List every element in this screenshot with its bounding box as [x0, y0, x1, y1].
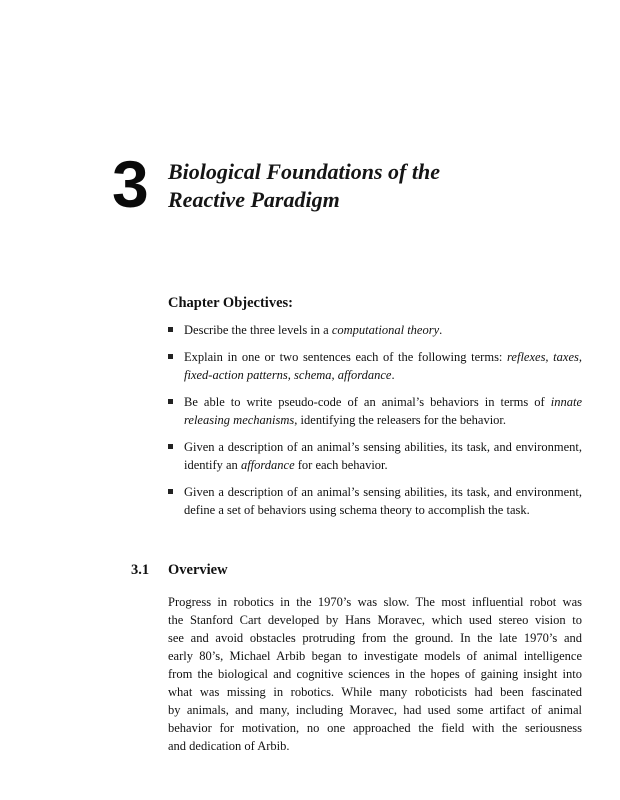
chapter-title-line: Biological Foundations of the: [168, 159, 440, 184]
objectives-list: [168, 321, 582, 519]
objective-text: Explain in one or two sentences each of the following terms:: [184, 350, 508, 364]
body-line: Progress in robotics in the 1970’s was slow. The most influential robot was: [168, 595, 582, 609]
objective-term: innate releasing mechanisms: [184, 395, 582, 427]
objective-item: [168, 438, 582, 474]
body-line: see and avoid obstacles protruding from the ground. In the late 1970’s and: [168, 631, 582, 645]
section-title: Overview: [168, 562, 228, 578]
objective-item: [168, 321, 582, 339]
objective-text: .: [439, 323, 443, 337]
section-body: [168, 593, 582, 755]
objective-item: [168, 348, 582, 384]
bullet-icon: [168, 327, 173, 332]
objective-text: Describe the three levels in a: [184, 323, 332, 337]
bullet-icon: [168, 354, 173, 359]
body-line: what was missing in robotics. While many roboticists had been fascinated: [168, 685, 582, 699]
bullet-icon: [168, 399, 173, 404]
chapter-number: 3: [112, 147, 148, 221]
body-line: from the biological and cognitive sciences in the hopes of gaining insight into: [168, 667, 582, 681]
chapter-title: [168, 158, 588, 214]
objective-term: computational theory: [331, 323, 440, 337]
objective-term: reflexes, taxes, fixed-action patterns, schema, affordance: [184, 350, 582, 382]
body-line: behavior for motivation, no one approached the field with the seriousness: [168, 721, 582, 735]
body-line: by animals, and many, including Moravec, had used some artifact of animal: [168, 703, 582, 717]
chapter-title-line: Reactive Paradigm: [168, 187, 340, 212]
objective-text: , identifying the releasers for the behavior.: [294, 413, 507, 427]
objective-text: Given a description of an animal’s sensing abilities, its task, and environment, define a set of behaviors using schema theory to accomplish the task.: [184, 485, 582, 517]
objective-text: Be able to write pseudo-code of an animal’s behaviors in terms of: [184, 395, 551, 409]
objective-item: [168, 483, 582, 519]
body-line: and dedication of Arbib.: [168, 739, 290, 753]
objective-item: [168, 393, 582, 429]
bullet-icon: [168, 489, 173, 494]
body-line: the Stanford Cart developed by Hans Moravec, which used stereo vision to: [168, 613, 582, 627]
objective-text: .: [391, 368, 395, 382]
objective-text: for each behavior.: [294, 458, 388, 472]
chapter-objectives: [168, 293, 582, 528]
section-number: 3.1: [131, 562, 150, 578]
bullet-icon: [168, 444, 173, 449]
body-line: early 80’s, Michael Arbib began to investigate models of animal intelligence: [168, 649, 582, 663]
objective-term: affordance: [240, 458, 295, 472]
objective-text: Given a description of an animal’s sensing abilities, its task, and environment, identify an: [184, 440, 582, 472]
objectives-heading: Chapter Objectives:: [168, 295, 293, 311]
